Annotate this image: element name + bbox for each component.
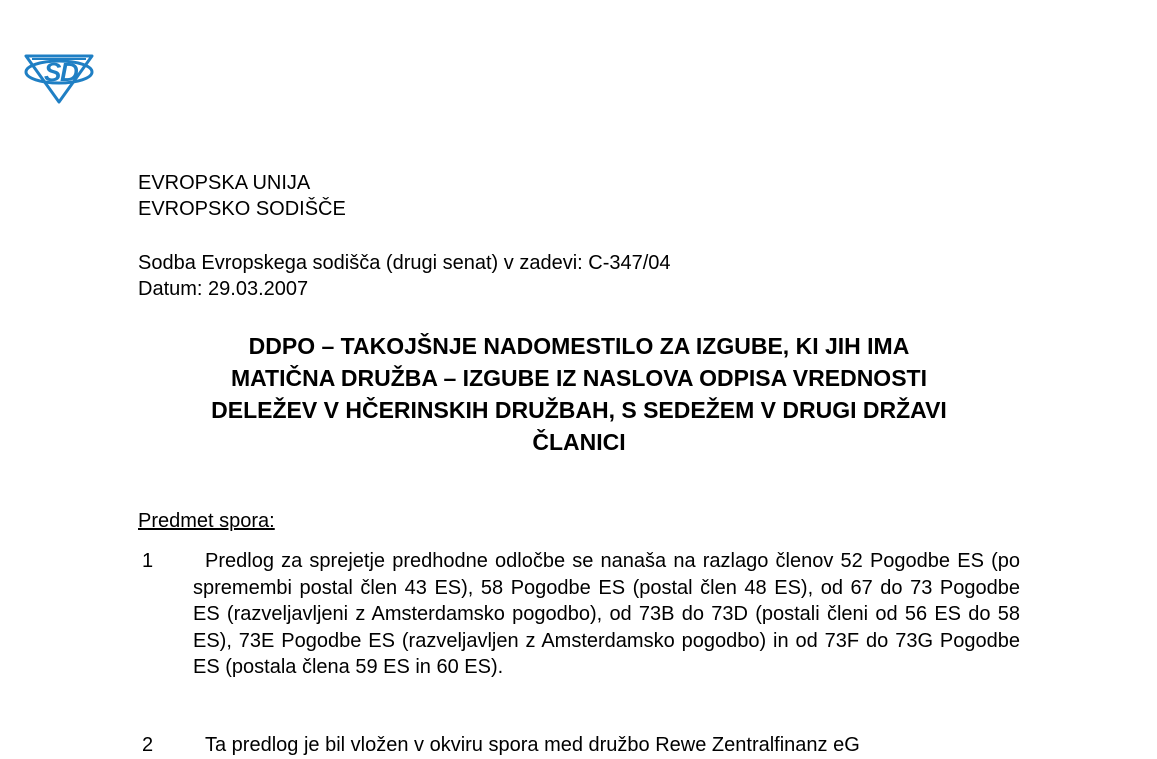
paragraph-text: Predlog za sprejetje predhodne odločbe se nanaša na razlago členov 52 Pogodbe ES (po spremembi postal člen 43 ES), 58 Pogodbe ES (postal člen 48 ES), od 67 do 73 Pogodbe ES (razveljavljeni z Amsterdamsko pogodbo), od 73B do 73D (postali členi od 56 ES do 58 ES), 73E Pogodbe ES (razveljavljen z Amsterdamsko pogodbo) in od 73F do 73G Pogodbe ES (postala člena 59 ES in 60 ES). — [193, 550, 1020, 678]
case-reference: Sodba Evropskega sodišča (drugi senat) v zadevi: C-347/04 — [138, 252, 671, 274]
svg-text:S: S — [44, 57, 62, 87]
court-header — [138, 170, 346, 222]
case-info — [138, 250, 671, 302]
header-union: EVROPSKA UNIJA — [138, 172, 311, 194]
section-heading: Predmet spora: — [138, 510, 275, 532]
title-line-3: DELEŽEV V HČERINSKIH DRUŽBAH, S SEDEŽEM V DRUGI DRŽAVI — [211, 397, 947, 423]
document-title — [138, 330, 1020, 458]
sd-logo-icon — [22, 48, 96, 104]
paragraph-number: 2 — [142, 734, 154, 756]
paragraph-1 — [138, 548, 1020, 681]
title-line-2: MATIČNA DRUŽBA – IZGUBE IZ NASLOVA ODPISA VREDNOSTI — [231, 365, 927, 391]
paragraph-2 — [138, 732, 1020, 759]
paragraph-number: 1 — [142, 550, 154, 572]
sd-logo — [22, 48, 96, 104]
title-line-1: DDPO – TAKOJŠNJE NADOMESTILO ZA IZGUBE, KI JIH IMA — [248, 333, 910, 359]
title-line-4: ČLANICI — [532, 429, 626, 455]
paragraph-text: Ta predlog je bil vložen v okviru spora med družbo Rewe Zentralfinanz eG — [205, 734, 860, 756]
header-court: EVROPSKO SODIŠČE — [138, 198, 346, 220]
case-date: Datum: 29.03.2007 — [138, 278, 309, 300]
svg-text:D: D — [60, 57, 79, 87]
